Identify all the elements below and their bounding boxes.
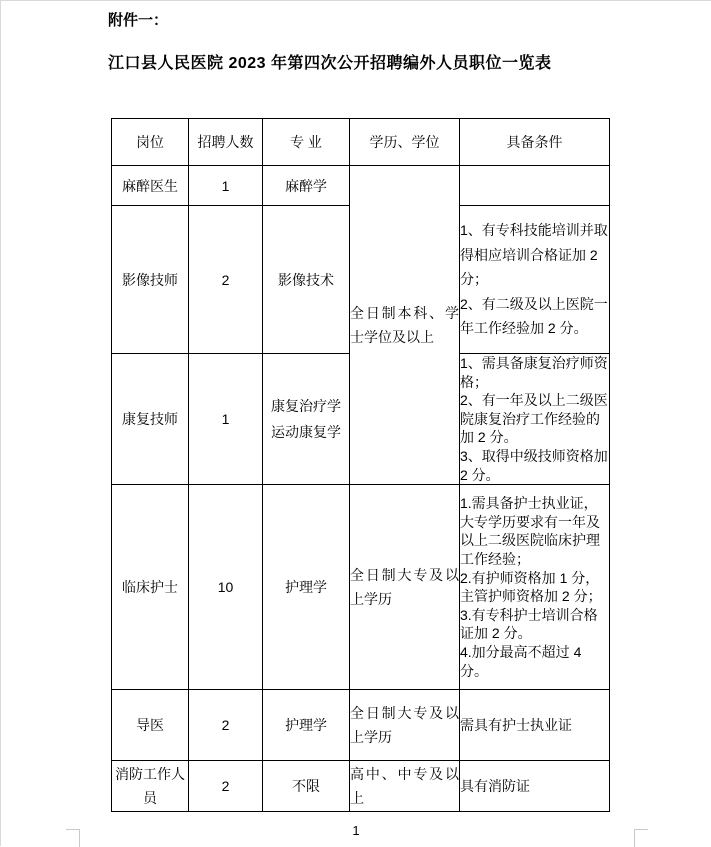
count-cell: 1	[189, 166, 263, 206]
position-cell: 消防工作人员	[112, 761, 189, 812]
position-cell: 麻醉医生	[112, 166, 189, 206]
requirement-item: 2、有二级及以上医院一年工作经验加 2 分。	[460, 295, 608, 337]
major-cell: 麻醉学	[263, 166, 350, 206]
requirements-cell	[460, 690, 610, 761]
header-cell-requirements: 具备条件	[460, 119, 610, 166]
major-cell: 护理学	[263, 485, 350, 690]
count-cell: 10	[189, 485, 263, 690]
table-row-anesthesiologist	[112, 166, 610, 206]
requirement-item: 具有消防证	[460, 778, 530, 795]
attachment-label: 附件一：	[108, 12, 169, 29]
count-cell: 1	[189, 354, 263, 485]
header-cell-major: 专 业	[263, 119, 350, 166]
header-cell-education: 学历、学位	[350, 119, 460, 166]
position-cell: 影像技师	[112, 206, 189, 354]
requirements-cell	[460, 354, 610, 485]
requirement-item: 1、有专科技能培训并取得相应培训合格证加 2 分；	[460, 222, 608, 288]
requirements-cell	[460, 206, 610, 354]
requirement-item: 4.加分最高不超过 4 分。	[460, 643, 582, 679]
major-line-1: 康复治疗学	[271, 398, 341, 415]
header-cell-position: 岗位	[112, 119, 189, 166]
requirement-item: 2、有一年及以上二级医院康复治疗工作经验的加 2 分。	[460, 392, 608, 446]
table-header-row	[112, 119, 610, 166]
education-cell: 全日制大专及以上学历	[350, 485, 460, 690]
education-cell: 高中、中专及以上	[350, 761, 460, 812]
requirement-item: 3.有专科护士培训合格证加 2 分。	[460, 606, 598, 642]
major-cell: 不限	[263, 761, 350, 812]
count-cell: 2	[189, 761, 263, 812]
requirement-item: 需具有护士执业证	[460, 717, 572, 734]
requirement-item: 2.有护师资格加 1 分，主管护师资格加 2 分；	[460, 569, 602, 605]
table-row-firefighter	[112, 761, 610, 812]
count-cell: 2	[189, 206, 263, 354]
requirements-cell	[460, 761, 610, 812]
table-row-clinical-nurse	[112, 485, 610, 690]
position-cell: 康复技师	[112, 354, 189, 485]
count-cell: 2	[189, 690, 263, 761]
document-title: 江口县人民医院 2023 年第四次公开招聘编外人员职位一览表	[108, 55, 552, 72]
major-line-2: 运动康复学	[271, 424, 341, 441]
education-cell: 全日制大专及以上学历	[350, 690, 460, 761]
major-cell: 影像技术	[263, 206, 350, 354]
requirements-cell-empty	[460, 166, 610, 206]
table-row-guide-nurse	[112, 690, 610, 761]
page-number: 1	[352, 823, 360, 838]
education-cell-merged: 全日制本科、学士学位及以上	[350, 166, 460, 485]
requirement-item: 3、取得中级技师资格加 2 分。	[460, 447, 608, 483]
requirements-cell	[460, 485, 610, 690]
header-cell-count: 招聘人数	[189, 119, 263, 166]
major-cell	[263, 354, 350, 485]
major-cell: 护理学	[263, 690, 350, 761]
requirement-item: 1、需具备康复治疗师资格；	[460, 355, 608, 390]
recruitment-table	[111, 118, 610, 812]
position-cell: 临床护士	[112, 485, 189, 690]
position-cell: 导医	[112, 690, 189, 761]
requirement-item: 1.需具备护士执业证，大专学历要求有一年及以上二级医院临床护理工作经验；	[460, 495, 600, 567]
